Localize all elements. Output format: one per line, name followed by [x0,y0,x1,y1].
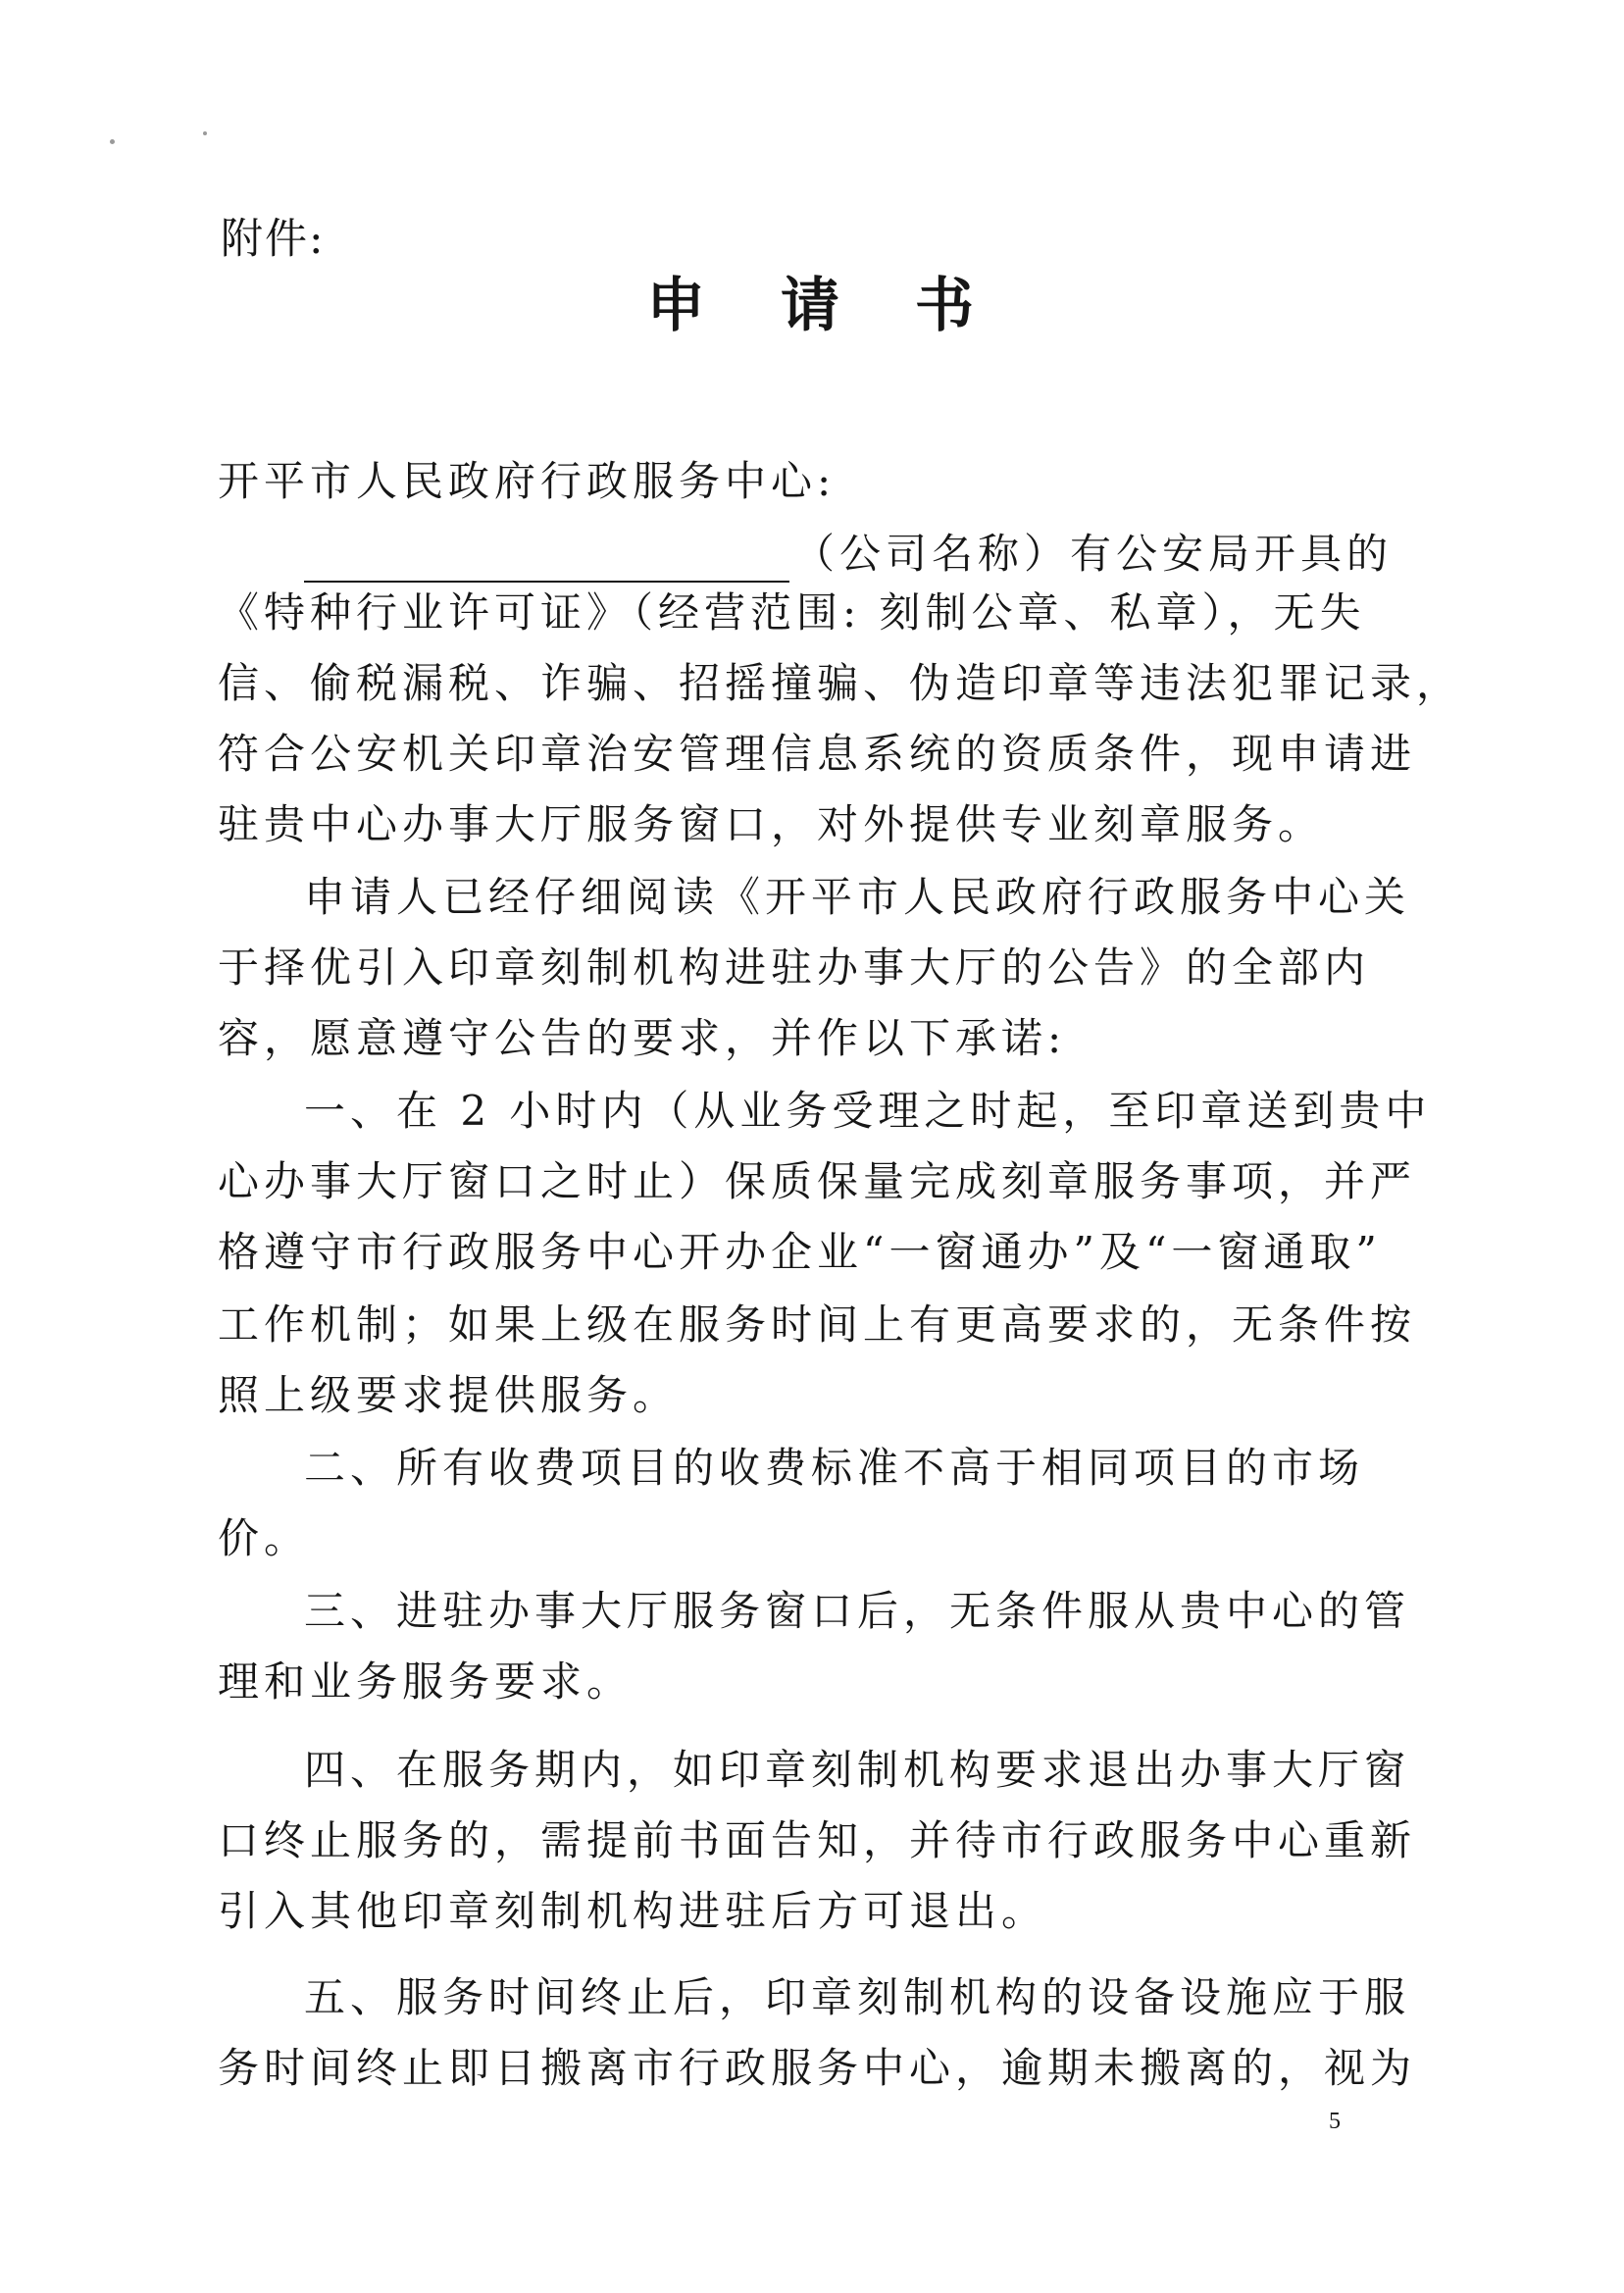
scan-speck [110,139,115,144]
commitment-line: 四、在服务期内，如印章刻制机构要求退出办事大厅窗 [304,1746,1411,1794]
paragraph-line: 信、偷税漏税、诈骗、招摇撞骗、伪造印章等违法犯罪记录， [218,659,1463,707]
company-name-blank[interactable] [304,537,789,583]
commitment-line: 口终止服务的，需提前书面告知，并待市行政服务中心重新 [218,1816,1417,1864]
commitment-line: 三、进驻办事大厅服务窗口后，无条件服从贵中心的管 [304,1587,1411,1635]
commitment-line: 格遵守市行政服务中心开办企业“一窗通办”及“一窗通取” [218,1228,1382,1276]
paragraph-line: 《特种行业许可证》（经营范围: 刻制公章、私章），无失 [218,588,1366,637]
paragraph-line: 容，愿意遵守公告的要求，并作以下承诺: [218,1014,1067,1062]
paragraph-line: 于择优引入印章刻制机构进驻办事大厅的公告》的全部内 [218,943,1371,992]
commitment-line: 理和业务服务要求。 [218,1657,634,1706]
commitment-line: 五、服务时间终止后，印章刻制机构的设备设施应于服 [304,1973,1411,2021]
paragraph-line [304,526,1394,583]
paragraph-line: 驻贵中心办事大厅服务窗口，对外提供专业刻章服务。 [218,800,1325,848]
commitment-line: 心办事大厅窗口之时止）保质保量完成刻章服务事项，并严 [218,1157,1417,1205]
commitment-line: 价。 [218,1514,311,1562]
paragraph-line: 申请人已经仔细阅读《开平市人民政府行政服务中心关 [304,873,1411,921]
page-number: 5 [1329,2109,1341,2134]
scan-speck [203,131,207,135]
commitment-line: 二、所有收费项目的收费标准不高于相同项目的市场 [304,1444,1365,1492]
attachment-label: 附件: [221,215,326,264]
addressee: 开平市人民政府行政服务中心: [218,457,837,505]
commitment-line: 引入其他印章刻制机构进驻后方可退出。 [218,1887,1048,1935]
commitment-line: 一、在 2 小时内（从业务受理之时起，至印章送到贵中 [304,1087,1432,1135]
paragraph-line: 符合公安机关印章治安管理信息系统的资质条件，现申请进 [218,730,1417,778]
commitment-line: 工作机制；如果上级在服务时间上有更高要求的，无条件按 [218,1300,1417,1349]
commitment-line: 务时间终止即日搬离市行政服务中心，逾期未搬离的，视为 [218,2044,1417,2092]
company-name-suffix: （公司名称）有公安局开具的 [793,530,1394,578]
document-title: 申 请 书 [646,272,1001,340]
commitment-line: 照上级要求提供服务。 [218,1371,680,1419]
